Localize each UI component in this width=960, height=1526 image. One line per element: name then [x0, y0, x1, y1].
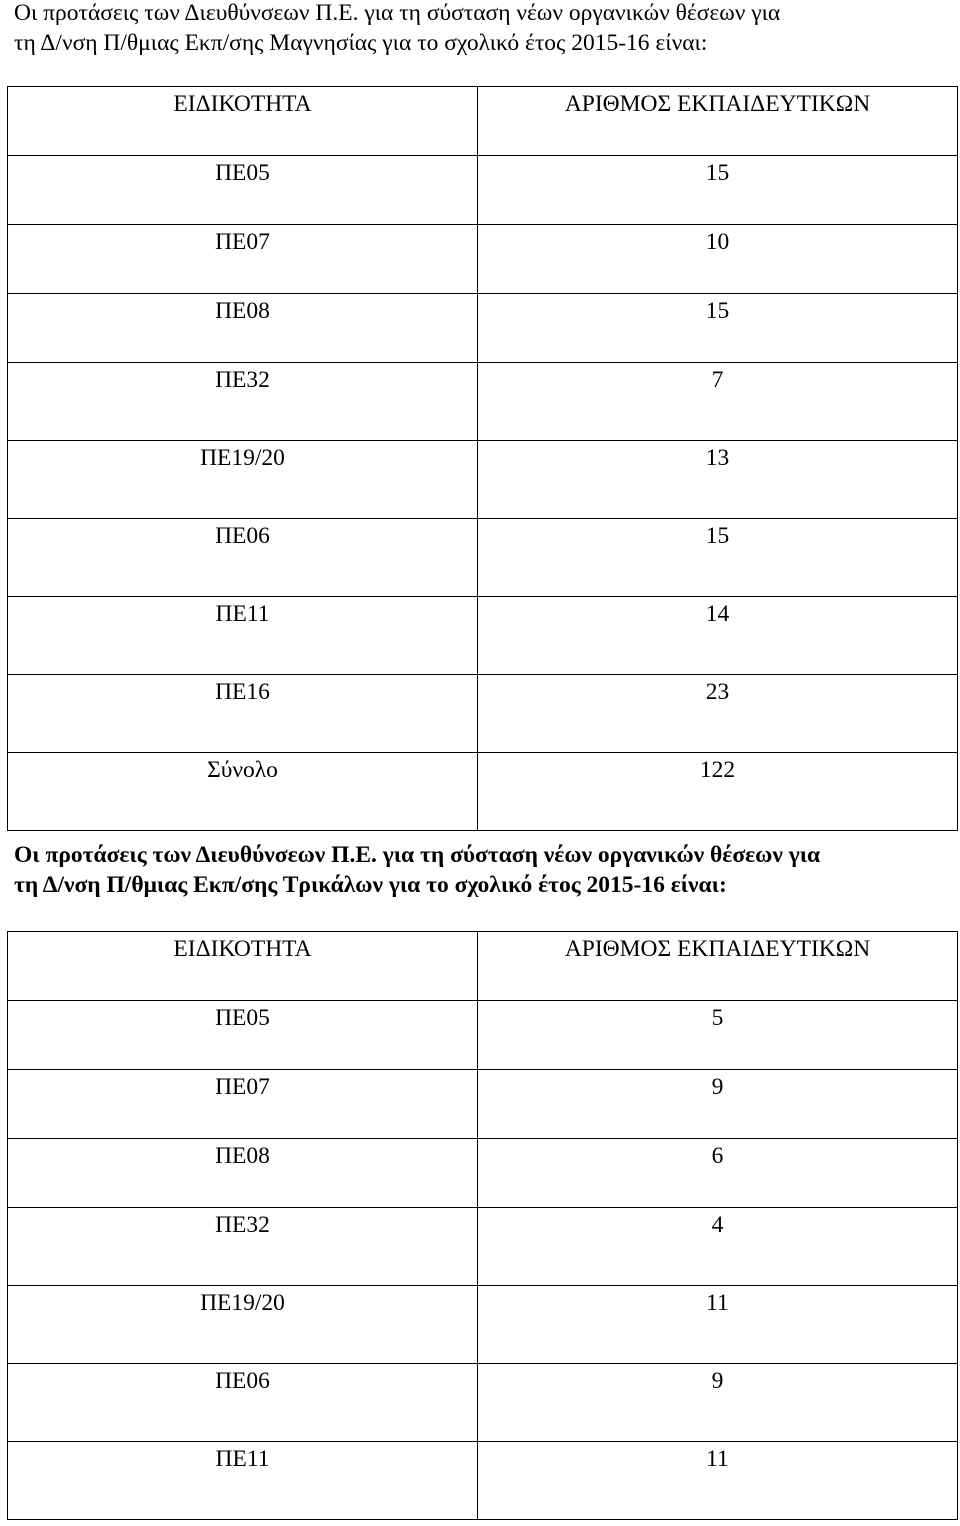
count-cell: 15 — [478, 156, 958, 225]
table-row — [8, 1442, 958, 1520]
header-cell-count: ΑΡΙΘΜΟΣ ΕΚΠΑΙΔΕΥΤΙΚΩΝ — [478, 932, 958, 1001]
magnesia-heading — [14, 0, 954, 58]
count-cell: 7 — [478, 363, 958, 441]
count-cell: 9 — [478, 1364, 958, 1442]
specialty-cell: ΠΕ19/20 — [8, 1286, 478, 1364]
specialty-cell: ΠΕ07 — [8, 225, 478, 294]
specialty-cell: ΠΕ06 — [8, 519, 478, 597]
count-cell: 9 — [478, 1070, 958, 1139]
table-header-row — [8, 87, 958, 156]
table-row — [8, 441, 958, 519]
trikala-table — [7, 931, 958, 1520]
table-row — [8, 1286, 958, 1364]
table-row — [8, 225, 958, 294]
table-row — [8, 675, 958, 753]
heading-line: Οι προτάσεις των Διευθύνσεων Π.Ε. για τη σύσταση νέων οργανικών θέσεων για — [14, 842, 821, 868]
table-header-row — [8, 932, 958, 1001]
specialty-cell: ΠΕ08 — [8, 294, 478, 363]
heading-line: τη Δ/νση Π/θμιας Εκπ/σης Τρικάλων για το σχολικό έτος 2015-16 είναι: — [14, 872, 727, 898]
specialty-cell: ΠΕ19/20 — [8, 441, 478, 519]
header-cell-specialty: ΕΙΔΙΚΟΤΗΤΑ — [8, 87, 478, 156]
count-cell: 5 — [478, 1001, 958, 1070]
count-cell: 23 — [478, 675, 958, 753]
trikala-heading — [14, 840, 954, 900]
header-cell-specialty: ΕΙΔΙΚΟΤΗΤΑ — [8, 932, 478, 1001]
heading-line: τη Δ/νση Π/θμιας Εκπ/σης Μαγνησίας για το σχολικό έτος 2015-16 είναι: — [14, 30, 708, 56]
count-cell: 11 — [478, 1286, 958, 1364]
specialty-cell: ΠΕ06 — [8, 1364, 478, 1442]
table-row — [8, 156, 958, 225]
specialty-cell: ΠΕ05 — [8, 1001, 478, 1070]
count-cell: 13 — [478, 441, 958, 519]
total-count-cell: 122 — [478, 753, 958, 831]
magnesia-table — [7, 86, 958, 831]
count-cell: 10 — [478, 225, 958, 294]
table-row — [8, 1070, 958, 1139]
table-row — [8, 294, 958, 363]
count-cell: 15 — [478, 519, 958, 597]
table-row — [8, 1001, 958, 1070]
table-row — [8, 1364, 958, 1442]
table-row — [8, 1208, 958, 1286]
heading-line: Οι προτάσεις των Διευθύνσεων Π.Ε. για τη σύσταση νέων οργανικών θέσεων για — [14, 0, 781, 26]
table-row — [8, 597, 958, 675]
table-row — [8, 1139, 958, 1208]
count-cell: 6 — [478, 1139, 958, 1208]
specialty-cell: ΠΕ05 — [8, 156, 478, 225]
header-cell-count: ΑΡΙΘΜΟΣ ΕΚΠΑΙΔΕΥΤΙΚΩΝ — [478, 87, 958, 156]
specialty-cell: ΠΕ08 — [8, 1139, 478, 1208]
count-cell: 11 — [478, 1442, 958, 1520]
specialty-cell: ΠΕ32 — [8, 1208, 478, 1286]
table-total-row — [8, 753, 958, 831]
count-cell: 4 — [478, 1208, 958, 1286]
specialty-cell: ΠΕ11 — [8, 597, 478, 675]
table-row — [8, 519, 958, 597]
table-row — [8, 363, 958, 441]
count-cell: 15 — [478, 294, 958, 363]
count-cell: 14 — [478, 597, 958, 675]
specialty-cell: ΠΕ32 — [8, 363, 478, 441]
specialty-cell: ΠΕ07 — [8, 1070, 478, 1139]
total-label-cell: Σύνολο — [8, 753, 478, 831]
specialty-cell: ΠΕ11 — [8, 1442, 478, 1520]
specialty-cell: ΠΕ16 — [8, 675, 478, 753]
